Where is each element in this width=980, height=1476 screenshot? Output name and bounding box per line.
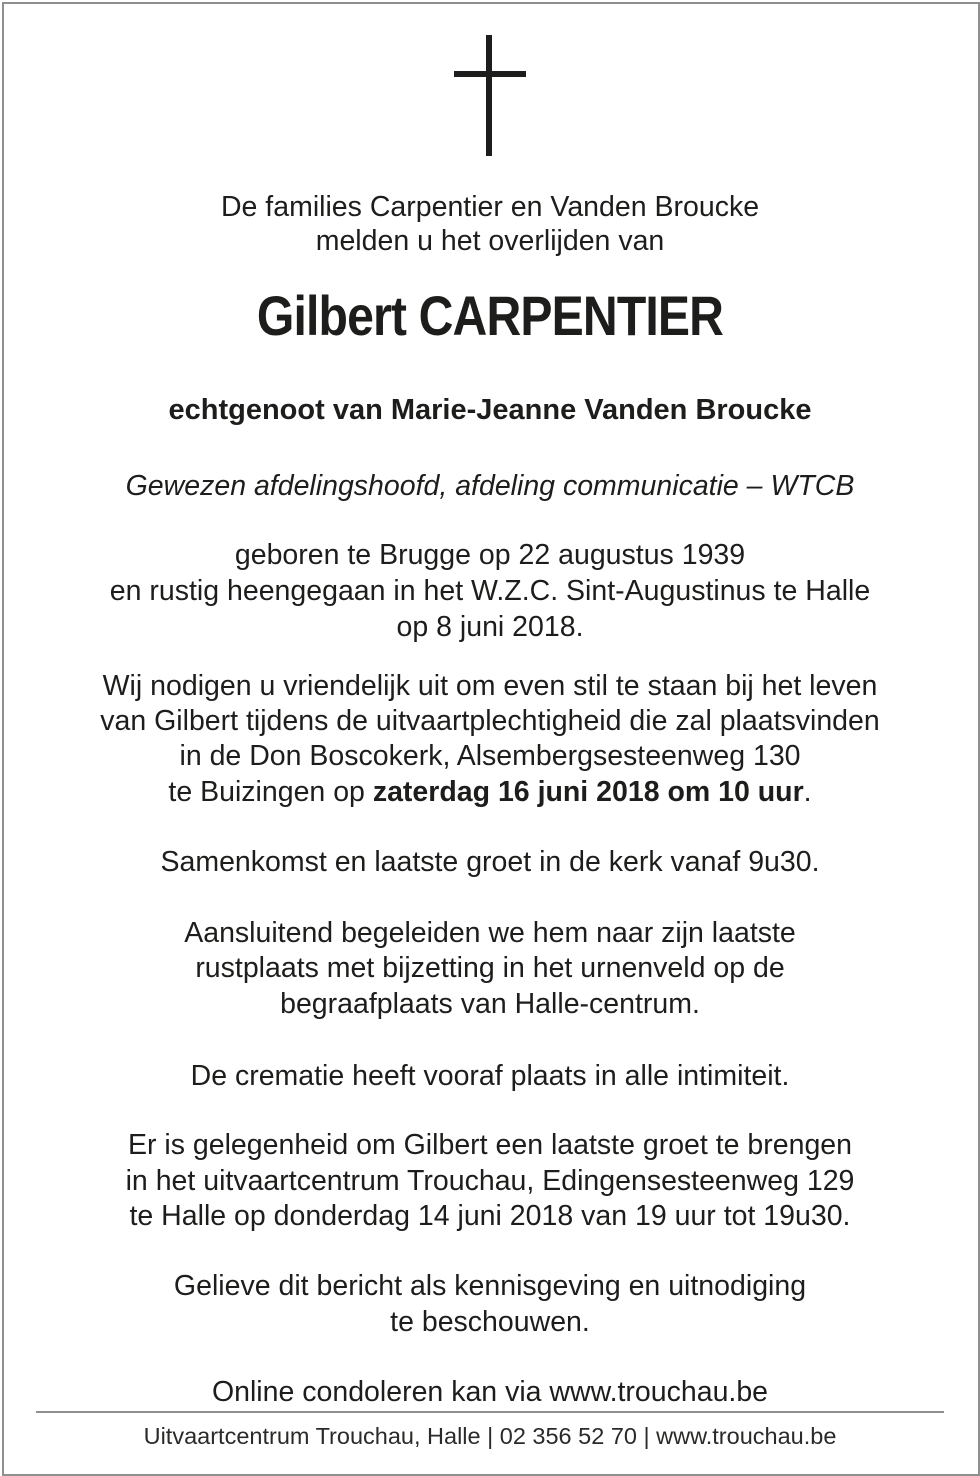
gathering-line: Samenkomst en laatste groet in de kerk vanaf 9u30. (160, 846, 820, 878)
online-condolence-line: Online condoleren kan via www.trouchau.be (211, 1376, 769, 1408)
ceremony-period: . (803, 776, 812, 808)
burial-line-1: Aansluitend begeleiden we hem naar zijn laatste (184, 917, 796, 949)
ceremony-line-1: Wij nodigen u vriendelijk uit om even stil te staan bij het leven (102, 670, 878, 702)
cremation-line: De crematie heeft vooraf plaats in alle intimiteit. (190, 1060, 790, 1092)
notice-line-2: te beschouwen. (390, 1306, 590, 1338)
footer-divider (36, 1411, 944, 1413)
ceremony-line-3: in de Don Boscokerk, Alsembergsesteenweg 130 (179, 740, 801, 772)
announcer-line-1: De families Carpentier en Vanden Broucke (220, 191, 760, 223)
burial-line-2: rustplaats met bijzetting in het urnenveld op de (195, 952, 785, 984)
birth-line: geboren te Brugge op 22 augustus 1939 (234, 539, 746, 571)
footer-contact: Uitvaartcentrum Trouchau, Halle | 02 356 52 70 | www.trouchau.be (143, 1423, 837, 1449)
visitation-line-3: te Halle op donderdag 14 juni 2018 van 19 uur tot 19u30. (129, 1200, 851, 1232)
cross-icon (0, 0, 980, 170)
visitation-line-2: in het uitvaartcentrum Trouchau, Edingensesteenweg 129 (125, 1165, 855, 1197)
deceased-name: Gilbert CARPENTIER (256, 284, 724, 347)
announcer-line-2: melden u het overlijden van (315, 225, 665, 257)
passing-line: en rustig heengegaan in het W.Z.C. Sint-Augustinus te Halle (109, 575, 871, 607)
function-line: Gewezen afdelingshoofd, afdeling communicatie – WTCB (125, 470, 855, 502)
visitation-line-1: Er is gelegenheid om Gilbert een laatste groet te brengen (127, 1129, 853, 1161)
spouse-line: echtgenoot van Marie-Jeanne Vanden Broucke (168, 394, 812, 426)
ceremony-line-2: van Gilbert tijdens de uitvaartplechtigheid die zal plaatsvinden (100, 705, 880, 737)
passing-date-line: op 8 juni 2018. (396, 611, 584, 643)
burial-line-3: begraafplaats van Halle-centrum. (280, 988, 700, 1020)
ceremony-line-4 (0, 775, 980, 809)
ceremony-place: te Buizingen op (168, 776, 373, 808)
notice-line-1: Gelieve dit bericht als kennisgeving en uitnodiging (173, 1270, 807, 1302)
ceremony-datetime: zaterdag 16 juni 2018 om 10 uur (372, 776, 804, 808)
